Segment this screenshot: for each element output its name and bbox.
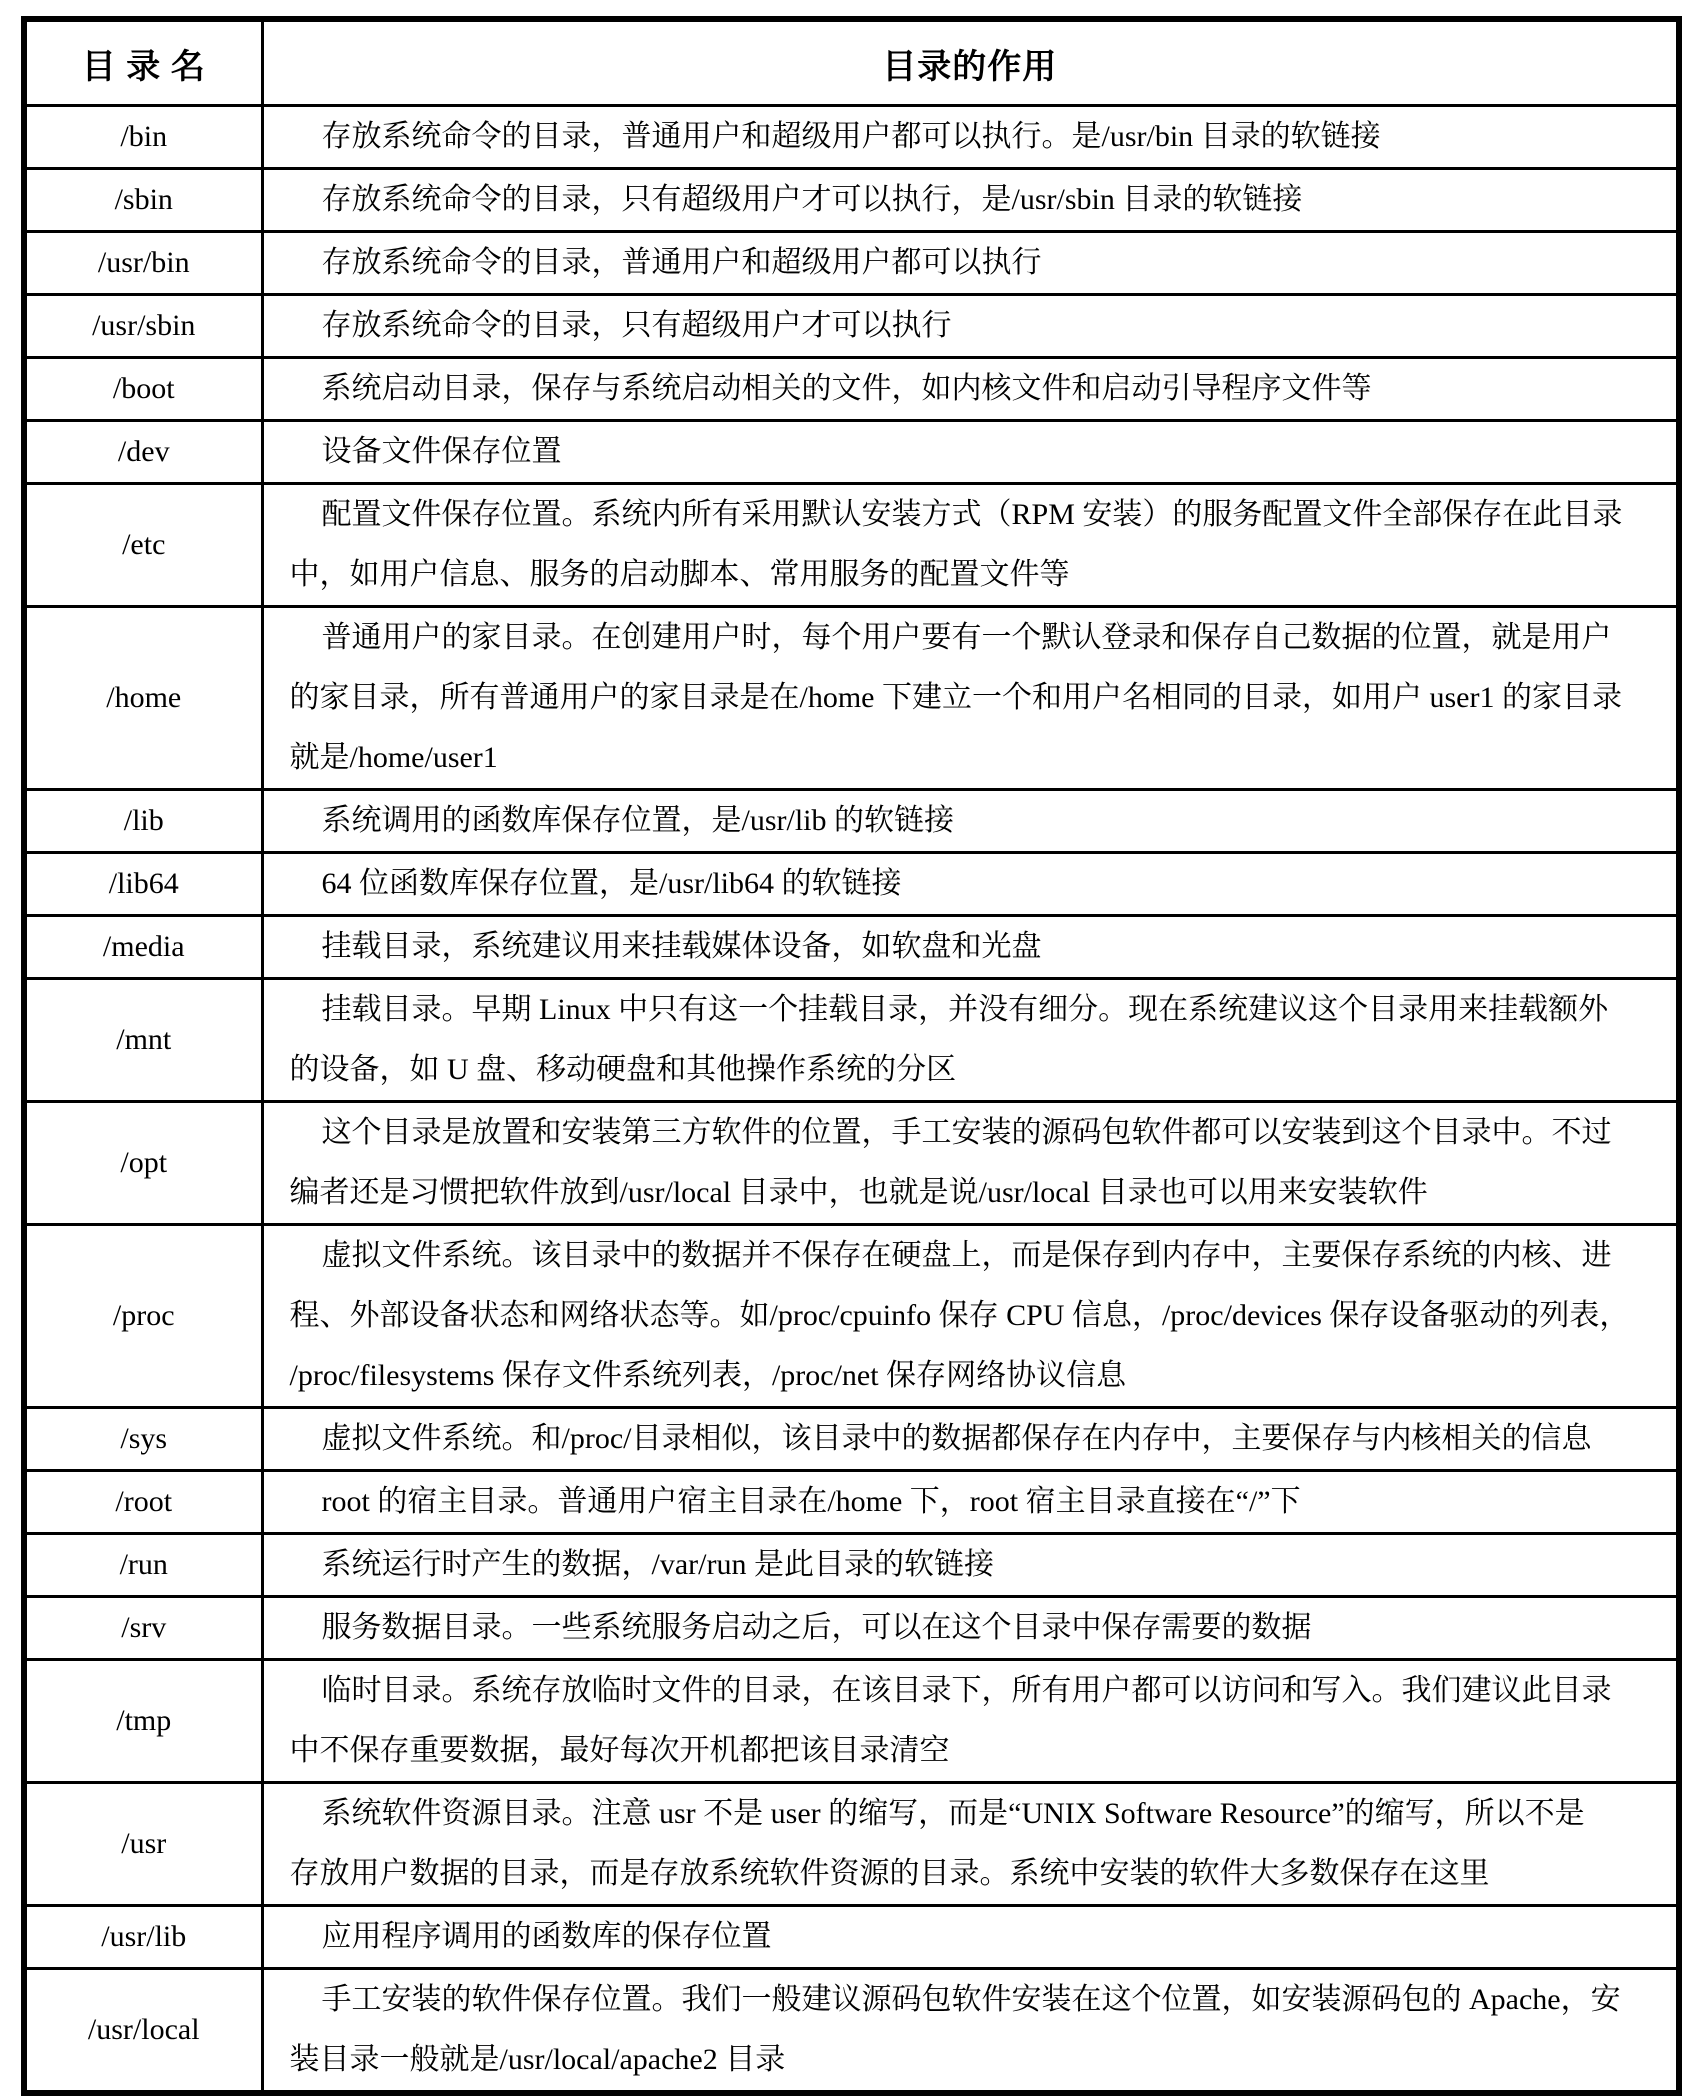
- directory-name-cell: /sys: [24, 1408, 262, 1471]
- directory-purpose-cell: [262, 1906, 1679, 1969]
- purpose-line: 程、外部设备状态和网络状态等。如/proc/cpuinfo 保存 CPU 信息，/proc/devices 保存设备驱动的列表，: [289, 1299, 1630, 1332]
- purpose-line: 手工安装的软件保存位置。我们一般建议源码包软件安装在这个位置，如安装源码包的 Apache，安: [321, 1983, 1621, 2016]
- purpose-line: 服务数据目录。一些系统服务启动之后，可以在这个目录中保存需要的数据: [321, 1611, 1312, 1644]
- column-header-directory-name: 目 录 名: [24, 19, 262, 106]
- directory-table: [21, 16, 1682, 2096]
- table-row: [24, 979, 1679, 1102]
- directory-purpose-cell: [262, 295, 1679, 358]
- directory-name-cell: /boot: [24, 358, 262, 421]
- purpose-line: 存放系统命令的目录，只有超级用户才可以执行: [321, 309, 952, 342]
- directory-name-cell: /run: [24, 1534, 262, 1597]
- purpose-line: 虚拟文件系统。和/proc/目录相似，该目录中的数据都保存在内存中，主要保存与内核相关的信息: [321, 1422, 1592, 1455]
- purpose-line: root 的宿主目录。普通用户宿主目录在/home 下，root 宿主目录直接在“/”下: [321, 1485, 1301, 1518]
- table-row: [24, 1660, 1679, 1783]
- table-row: [24, 607, 1679, 790]
- table-row: [24, 1534, 1679, 1597]
- purpose-line: 虚拟文件系统。该目录中的数据并不保存在硬盘上，而是保存到内存中，主要保存系统的内核、进: [321, 1239, 1612, 1272]
- table-header: [24, 19, 1679, 106]
- directory-name-cell: /opt: [24, 1102, 262, 1225]
- table-row: [24, 1471, 1679, 1534]
- directory-purpose-cell: [262, 1969, 1679, 2094]
- directory-purpose-cell: [262, 1102, 1679, 1225]
- purpose-line: 中不保存重要数据，最好每次开机都把该目录清空: [289, 1734, 950, 1767]
- directory-purpose-cell: [262, 1471, 1679, 1534]
- table-row: [24, 232, 1679, 295]
- directory-name-cell: /lib: [24, 790, 262, 853]
- directory-name-cell: /mnt: [24, 979, 262, 1102]
- table-row: [24, 916, 1679, 979]
- purpose-line: 存放系统命令的目录，普通用户和超级用户都可以执行: [321, 246, 1042, 279]
- purpose-line: /proc/filesystems 保存文件系统列表，/proc/net 保存网络协议信息: [289, 1359, 1127, 1392]
- directory-purpose-cell: [262, 421, 1679, 484]
- purpose-line: 挂载目录，系统建议用来挂载媒体设备，如软盘和光盘: [321, 930, 1042, 963]
- directory-name-cell: /home: [24, 607, 262, 790]
- purpose-line: 系统启动目录，保存与系统启动相关的文件，如内核文件和启动引导程序文件等: [321, 372, 1372, 405]
- directory-name-cell: /lib64: [24, 853, 262, 916]
- table-row: [24, 790, 1679, 853]
- directory-name-cell: /bin: [24, 106, 262, 169]
- directory-name-cell: /srv: [24, 1597, 262, 1660]
- directory-name-cell: /sbin: [24, 169, 262, 232]
- purpose-line: 系统调用的函数库保存位置，是/usr/lib 的软链接: [321, 804, 955, 837]
- table-row: [24, 1408, 1679, 1471]
- purpose-line: 应用程序调用的函数库的保存位置: [321, 1920, 772, 1953]
- directory-name-cell: /usr: [24, 1783, 262, 1906]
- purpose-line: 配置文件保存位置。系统内所有采用默认安装方式（RPM 安装）的服务配置文件全部保存在此目录: [321, 498, 1623, 531]
- directory-purpose-cell: [262, 1408, 1679, 1471]
- purpose-line: 存放用户数据的目录，而是存放系统软件资源的目录。系统中安装的软件大多数保存在这里: [289, 1857, 1490, 1890]
- purpose-line: 就是/home/user1: [289, 741, 498, 774]
- purpose-line: 编者还是习惯把软件放到/usr/local 目录中，也就是说/usr/local 目录也可以用来安装软件: [289, 1176, 1428, 1209]
- purpose-line: 存放系统命令的目录，普通用户和超级用户都可以执行。是/usr/bin 目录的软链接: [321, 120, 1381, 153]
- purpose-line: 存放系统命令的目录，只有超级用户才可以执行，是/usr/sbin 目录的软链接: [321, 183, 1303, 216]
- directory-purpose-cell: [262, 1225, 1679, 1408]
- purpose-line: 的设备，如 U 盘、移动硬盘和其他操作系统的分区: [289, 1053, 957, 1086]
- directory-name-cell: /usr/lib: [24, 1906, 262, 1969]
- directory-purpose-cell: [262, 916, 1679, 979]
- table-row: [24, 1597, 1679, 1660]
- table-row: [24, 358, 1679, 421]
- directory-name-cell: /usr/bin: [24, 232, 262, 295]
- directory-purpose-cell: [262, 1660, 1679, 1783]
- purpose-line: 设备文件保存位置: [321, 435, 562, 468]
- directory-name-cell: /proc: [24, 1225, 262, 1408]
- purpose-line: 普通用户的家目录。在创建用户时，每个用户要有一个默认登录和保存自己数据的位置，就是用户: [321, 621, 1612, 654]
- directory-purpose-cell: [262, 853, 1679, 916]
- directory-purpose-cell: [262, 358, 1679, 421]
- directory-name-cell: /dev: [24, 421, 262, 484]
- purpose-line: 临时目录。系统存放临时文件的目录，在该目录下，所有用户都可以访问和写入。我们建议此目录: [321, 1674, 1612, 1707]
- table-row: [24, 421, 1679, 484]
- purpose-line: 系统软件资源目录。注意 usr 不是 user 的缩写，而是“UNIX Software Resource”的缩写，所以不是: [321, 1797, 1585, 1830]
- directory-purpose-cell: [262, 1534, 1679, 1597]
- directory-purpose-cell: [262, 232, 1679, 295]
- table-body: [24, 106, 1679, 2094]
- directory-purpose-cell: [262, 979, 1679, 1102]
- directory-name-cell: /usr/sbin: [24, 295, 262, 358]
- directory-purpose-cell: [262, 1783, 1679, 1906]
- column-header-directory-purpose: 目录的作用: [262, 19, 1679, 106]
- table-row: [24, 1783, 1679, 1906]
- table-row: [24, 295, 1679, 358]
- table-row: [24, 106, 1679, 169]
- purpose-line: 挂载目录。早期 Linux 中只有这一个挂载目录，并没有细分。现在系统建议这个目录用来挂载额外: [321, 993, 1609, 1026]
- directory-purpose-cell: [262, 106, 1679, 169]
- directory-name-cell: /usr/local: [24, 1969, 262, 2094]
- table-row: [24, 853, 1679, 916]
- header-row: [24, 19, 1679, 106]
- directory-purpose-cell: [262, 1597, 1679, 1660]
- purpose-line: 的家目录，所有普通用户的家目录是在/home 下建立一个和用户名相同的目录，如用户 user1 的家目录: [289, 681, 1622, 714]
- purpose-line: 64 位函数库保存位置，是/usr/lib64 的软链接: [321, 867, 902, 900]
- purpose-line: 装目录一般就是/usr/local/apache2 目录: [289, 2043, 786, 2076]
- table-row: [24, 169, 1679, 232]
- directory-name-cell: /media: [24, 916, 262, 979]
- table-row: [24, 1969, 1679, 2094]
- directory-purpose-cell: [262, 790, 1679, 853]
- directory-name-cell: /root: [24, 1471, 262, 1534]
- purpose-line: 中，如用户信息、服务的启动脚本、常用服务的配置文件等: [289, 558, 1070, 591]
- purpose-line: 这个目录是放置和安装第三方软件的位置，手工安装的源码包软件都可以安装到这个目录中。不过: [321, 1116, 1612, 1149]
- directory-name-cell: /tmp: [24, 1660, 262, 1783]
- table-row: [24, 1225, 1679, 1408]
- directory-purpose-cell: [262, 484, 1679, 607]
- directory-purpose-cell: [262, 607, 1679, 790]
- directory-purpose-cell: [262, 169, 1679, 232]
- table-row: [24, 484, 1679, 607]
- purpose-line: 系统运行时产生的数据，/var/run 是此目录的软链接: [321, 1548, 994, 1581]
- table-row: [24, 1906, 1679, 1969]
- table-row: [24, 1102, 1679, 1225]
- directory-name-cell: /etc: [24, 484, 262, 607]
